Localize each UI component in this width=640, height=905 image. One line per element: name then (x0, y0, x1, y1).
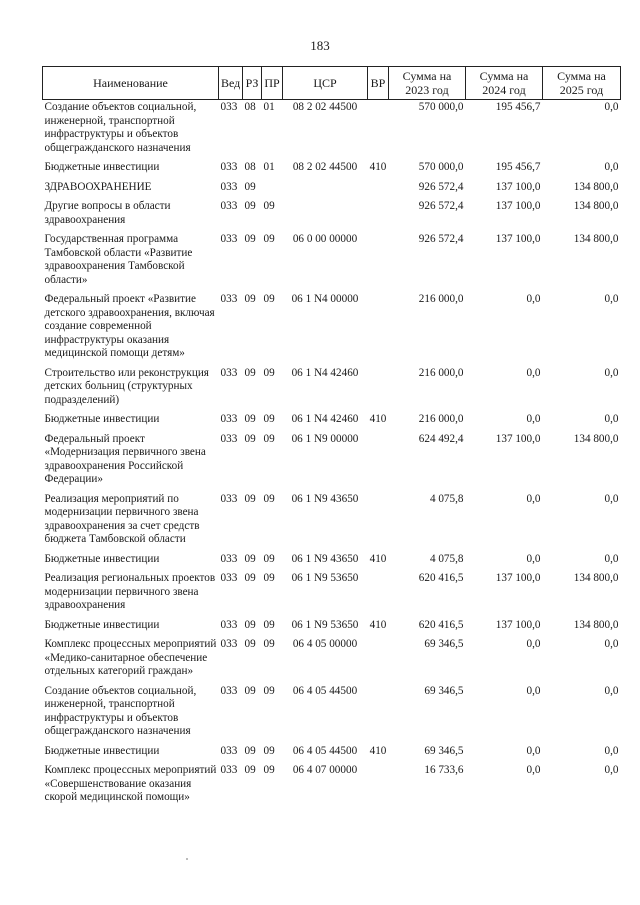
table-row (43, 199, 621, 232)
row-sum-2023: 4 075,8 (429, 492, 464, 505)
row-csr: 06 4 07 00000 (292, 764, 358, 776)
row-sum-2024: 137 100,0 (495, 618, 541, 631)
header-name: Наименование (43, 67, 219, 100)
row-name: Бюджетные инвестиции (44, 161, 160, 173)
header-vr: ВР (368, 67, 389, 100)
row-sum-2024: 0,0 (526, 744, 541, 757)
row-pr: 01 (263, 161, 275, 173)
row-ved: 033 (220, 552, 238, 565)
row-sum-2025: 0,0 (604, 413, 619, 425)
row-sum-2024: 0,0 (526, 366, 541, 379)
row-sum-2025: 0,0 (604, 101, 619, 113)
row-sum-2025: 134 800,0 (573, 618, 619, 631)
row-sum-2024: 0,0 (526, 413, 541, 425)
row-pr: 09 (263, 200, 275, 212)
row-sum-2025: 134 800,0 (573, 180, 619, 193)
table-row (43, 571, 621, 618)
page-number: 183 (310, 38, 330, 53)
row-sum-2025: 134 800,0 (573, 572, 619, 584)
table-row (43, 160, 621, 180)
row-rz: 09 (244, 572, 256, 584)
header-sum-2024: Сумма на 2024 год (466, 67, 543, 100)
row-csr: 06 1 N9 43650 (291, 552, 359, 565)
row-name: Реализация региональных проектов модернизации первичного звена здравоохранения (44, 572, 216, 611)
row-ved: 033 (220, 200, 238, 212)
row-rz: 09 (244, 638, 256, 650)
row-sum-2024: 195 456,7 (495, 161, 541, 173)
row-sum-2023: 926 572,4 (418, 180, 464, 193)
row-csr (283, 180, 368, 200)
table-row (43, 232, 621, 292)
row-vr (368, 292, 389, 366)
row-sum-2025: 0,0 (604, 638, 619, 650)
row-name: ЗДРАВООХРАНЕНИЕ (44, 180, 152, 193)
table-row (43, 292, 621, 366)
row-ved: 033 (220, 293, 238, 305)
row-ved: 033 (220, 413, 238, 425)
row-ved: 033 (220, 572, 238, 584)
row-pr: 09 (263, 492, 275, 505)
row-sum-2024: 0,0 (526, 684, 541, 697)
row-sum-2025: 0,0 (604, 684, 619, 697)
row-name: Бюджетные инвестиции (44, 552, 160, 565)
row-vr (368, 199, 389, 232)
row-name: Бюджетные инвестиции (44, 618, 160, 631)
row-name: Реализация мероприятий по модернизации первичного звена здравоохранения за счет средств бюджета Тамбовской области (44, 492, 200, 545)
row-pr: 09 (263, 366, 275, 379)
row-csr: 06 4 05 00000 (292, 638, 358, 650)
row-ved: 033 (220, 492, 238, 505)
row-pr: 09 (263, 432, 275, 445)
row-rz: 09 (244, 552, 256, 565)
row-pr: 09 (263, 572, 275, 584)
row-sum-2023: 570 000,0 (418, 101, 464, 113)
row-pr: 09 (263, 293, 275, 305)
row-rz: 09 (244, 200, 256, 212)
row-sum-2025: 0,0 (604, 552, 619, 565)
row-sum-2023: 570 000,0 (418, 161, 464, 173)
row-ved: 033 (220, 101, 238, 113)
row-pr: 09 (263, 552, 275, 565)
row-csr: 06 1 N9 00000 (291, 432, 359, 445)
row-vr: 410 (369, 618, 387, 631)
header-pr: ПР (262, 67, 283, 100)
row-ved: 033 (220, 618, 238, 631)
row-sum-2025: 134 800,0 (573, 233, 619, 245)
row-sum-2023: 216 000,0 (418, 366, 464, 379)
row-ved: 033 (220, 638, 238, 650)
table-row (43, 684, 621, 744)
table-row (43, 552, 621, 572)
row-sum-2025: 134 800,0 (573, 432, 619, 445)
row-ved: 033 (220, 432, 238, 445)
row-pr: 09 (263, 413, 275, 425)
row-vr (368, 232, 389, 292)
row-vr (368, 366, 389, 413)
row-rz: 09 (244, 744, 256, 757)
header-sum-2023: Сумма на 2023 год (389, 67, 466, 100)
row-sum-2024: 137 100,0 (495, 432, 541, 445)
row-sum-2025: 0,0 (604, 366, 619, 379)
row-csr: 06 1 N4 00000 (291, 293, 359, 305)
row-rz: 09 (244, 618, 256, 631)
row-name: Комплекс процессных мероприятий «Медико-санитарное обеспечение отдельных категорий граждан» (44, 638, 217, 677)
row-vr: 410 (369, 161, 387, 173)
row-rz: 09 (244, 492, 256, 505)
row-sum-2023: 4 075,8 (429, 552, 464, 565)
row-name: Комплекс процессных мероприятий «Совершенствование оказания скорой медицинской помощи» (44, 764, 217, 803)
row-name: Создание объектов социальной, инженерной, транспортной инфраструктуры и объектов общегражданского назначения (44, 101, 197, 154)
row-pr: 09 (263, 638, 275, 650)
header-rz: РЗ (243, 67, 262, 100)
row-rz: 09 (244, 413, 256, 425)
row-ved: 033 (220, 684, 238, 697)
row-csr: 06 0 00 00000 (292, 233, 358, 245)
row-sum-2023: 926 572,4 (418, 233, 464, 245)
row-vr (368, 637, 389, 684)
row-name: Государственная программа Тамбовской области «Развитие здравоохранения Тамбовской области» (44, 233, 193, 286)
row-rz: 09 (244, 180, 256, 193)
table-row (43, 637, 621, 684)
row-sum-2025: 0,0 (604, 293, 619, 305)
row-ved: 033 (220, 233, 238, 245)
row-csr: 06 1 N9 43650 (291, 492, 359, 505)
header-csr: ЦСР (283, 67, 368, 100)
table-row (43, 100, 621, 161)
row-name: Другие вопросы в области здравоохранения (44, 200, 171, 226)
row-rz: 09 (244, 764, 256, 776)
row-ved: 033 (220, 764, 238, 776)
row-rz: 09 (244, 366, 256, 379)
row-pr: 01 (263, 101, 275, 113)
row-csr: 08 2 02 44500 (292, 101, 358, 113)
row-pr (262, 180, 283, 200)
row-vr: 410 (369, 744, 387, 757)
row-name: Бюджетные инвестиции (44, 744, 160, 757)
row-rz: 08 (244, 101, 256, 113)
row-pr: 09 (263, 684, 275, 697)
table-row (43, 618, 621, 638)
row-vr (368, 100, 389, 161)
scan-dot (186, 858, 188, 860)
row-csr: 06 4 05 44500 (292, 744, 358, 757)
header-sum-2025: Сумма на 2025 год (543, 67, 621, 100)
row-sum-2025: 0,0 (604, 764, 619, 776)
row-rz: 09 (244, 293, 256, 305)
row-name: Создание объектов социальной, инженерной, транспортной инфраструктуры и объектов общегражданского назначения (44, 684, 197, 737)
row-ved: 033 (220, 161, 238, 173)
row-csr: 06 1 N4 42460 (291, 413, 359, 425)
table-row (43, 180, 621, 200)
row-ved: 033 (220, 180, 238, 193)
row-rz: 09 (244, 684, 256, 697)
table-row (43, 412, 621, 432)
row-sum-2023: 926 572,4 (418, 200, 464, 212)
table-row (43, 492, 621, 552)
row-sum-2024: 0,0 (526, 552, 541, 565)
row-vr (368, 571, 389, 618)
row-sum-2025: 0,0 (604, 161, 619, 173)
row-csr: 06 1 N9 53650 (291, 572, 359, 584)
row-rz: 08 (244, 161, 256, 173)
row-sum-2023: 216 000,0 (418, 413, 464, 425)
row-sum-2024: 0,0 (526, 492, 541, 505)
row-sum-2024: 0,0 (526, 638, 541, 650)
row-vr (368, 180, 389, 200)
row-sum-2025: 134 800,0 (573, 200, 619, 212)
table-row (43, 366, 621, 413)
row-name: Бюджетные инвестиции (44, 413, 160, 425)
row-sum-2023: 69 346,5 (424, 684, 464, 697)
row-vr (368, 492, 389, 552)
row-sum-2024: 137 100,0 (495, 233, 541, 245)
row-sum-2023: 69 346,5 (424, 744, 464, 757)
row-sum-2025: 0,0 (604, 744, 619, 757)
budget-table (42, 66, 621, 810)
row-vr (368, 763, 389, 810)
row-csr: 06 1 N9 53650 (291, 618, 359, 631)
row-sum-2024: 137 100,0 (495, 180, 541, 193)
row-csr: 06 4 05 44500 (292, 684, 358, 697)
row-name: Строительство или реконструкция детских больниц (структурных подразделений) (44, 366, 209, 406)
row-pr: 09 (263, 744, 275, 757)
row-vr: 410 (369, 552, 387, 565)
table-header (43, 67, 621, 100)
row-ved: 033 (220, 366, 238, 379)
row-vr: 410 (369, 413, 387, 425)
row-csr: 08 2 02 44500 (292, 161, 358, 173)
row-sum-2023: 620 416,5 (418, 618, 464, 631)
row-rz: 09 (244, 432, 256, 445)
row-vr (368, 684, 389, 744)
row-sum-2023: 216 000,0 (418, 293, 464, 305)
header-ved: Вед (219, 67, 243, 100)
row-sum-2023: 620 416,5 (418, 572, 464, 584)
row-sum-2024: 0,0 (526, 293, 541, 305)
row-csr: 06 1 N4 42460 (291, 366, 359, 379)
row-sum-2024: 137 100,0 (495, 200, 541, 212)
row-pr: 09 (263, 764, 275, 776)
table-body (43, 100, 621, 810)
row-rz: 09 (244, 233, 256, 245)
row-sum-2024: 137 100,0 (495, 572, 541, 584)
table-row (43, 763, 621, 810)
row-sum-2025: 0,0 (604, 492, 619, 505)
row-pr: 09 (263, 618, 275, 631)
row-csr (283, 199, 368, 232)
row-name: Федеральный проект «Развитие детского здравоохранения, включая создание современной инфраструктуры оказания медицинской помощи детям» (44, 293, 215, 359)
row-sum-2023: 16 733,6 (424, 764, 464, 776)
row-sum-2023: 624 492,4 (418, 432, 464, 445)
table-row (43, 432, 621, 492)
row-vr (368, 432, 389, 492)
row-sum-2024: 0,0 (526, 764, 541, 776)
row-pr: 09 (263, 233, 275, 245)
row-sum-2024: 195 456,7 (495, 101, 541, 113)
row-ved: 033 (220, 744, 238, 757)
row-name: Федеральный проект «Модернизация первичного звена здравоохранения Российской Федерации» (44, 432, 206, 485)
row-sum-2023: 69 346,5 (424, 638, 464, 650)
table-row (43, 744, 621, 764)
